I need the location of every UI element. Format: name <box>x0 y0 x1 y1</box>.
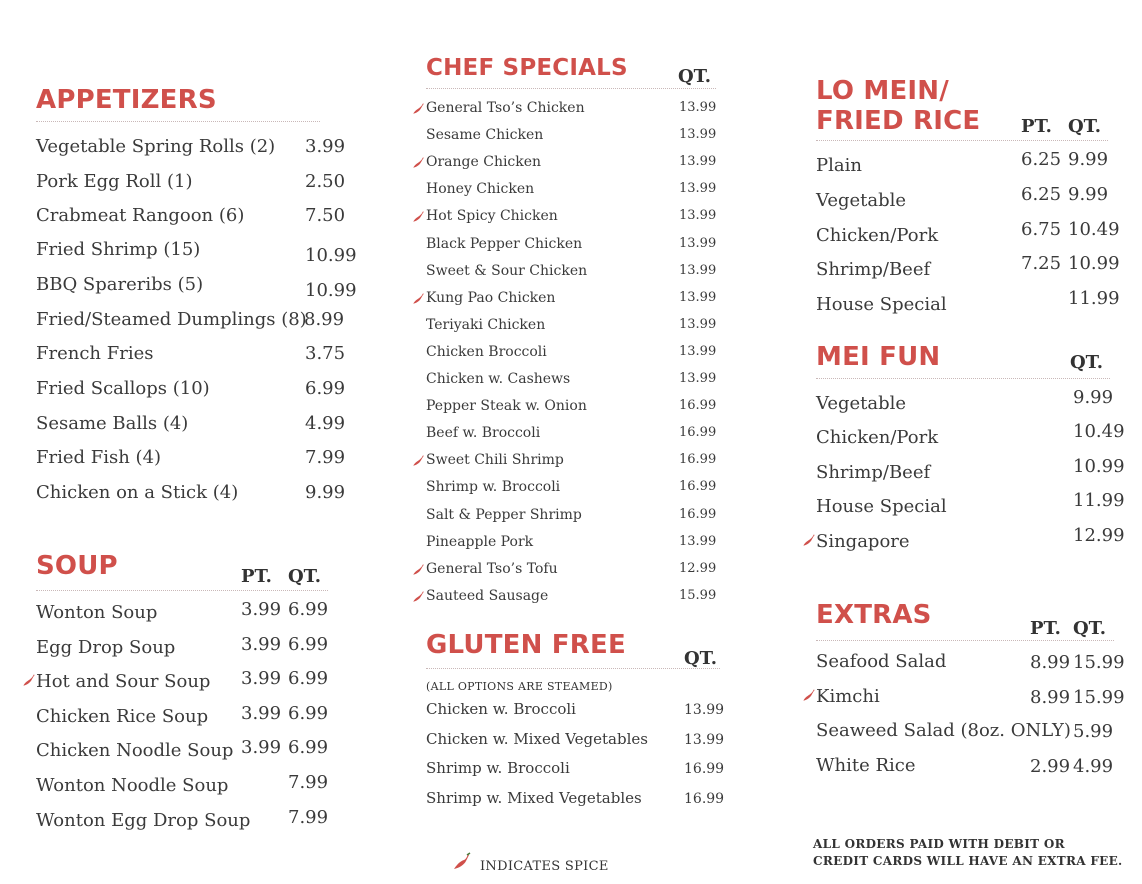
menu-item-qt-price: 13.99 <box>684 732 725 748</box>
menu-item-name: Seaweed Salad (8oz. ONLY) <box>816 720 1071 741</box>
menu-item-name: French Fries <box>36 343 154 364</box>
menu-item-name: Shrimp w. Broccoli <box>426 759 570 777</box>
menu-item-name: Fried Scallops (10) <box>36 378 210 399</box>
extras-pt-header: PT. <box>1030 618 1061 639</box>
menu-item-name: Honey Chicken <box>426 181 535 198</box>
menu-item-name: Pepper Steak w. Onion <box>426 398 587 415</box>
menu-item-name: Chicken Broccoli <box>426 343 547 360</box>
spice-legend-text: INDICATES SPICE <box>480 859 609 874</box>
menu-item-name: Sauteed Sausage <box>426 587 549 604</box>
gluten-free-title: GLUTEN FREE <box>426 630 626 660</box>
menu-item-name: Orange Chicken <box>426 154 542 171</box>
menu-item-name: Seafood Salad <box>816 651 947 672</box>
menu-item-qt-price: 6.99 <box>288 703 329 724</box>
menu-item-qt-price: 16.99 <box>679 506 717 522</box>
chef-specials-qt-header: QT. <box>678 66 712 87</box>
menu-item-name: Kimchi <box>816 686 880 707</box>
lo-mein-title-line2: FRIED RICE <box>816 106 981 136</box>
menu-item-name: Chicken w. Broccoli <box>426 700 576 718</box>
menu-item-qt-price: 13.99 <box>679 533 717 549</box>
menu-item-qt-price: 6.99 <box>288 599 329 620</box>
menu-item-name: Sweet & Sour Chicken <box>426 262 588 279</box>
appetizers-title: APPETIZERS <box>36 85 217 115</box>
menu-item-qt-price: 10.99 <box>1073 456 1125 477</box>
menu-item-price: 3.75 <box>305 343 346 364</box>
menu-item-price: 4.99 <box>305 413 346 434</box>
menu-item-name: Chicken/Pork <box>816 427 939 448</box>
menu-item-pt-price: 8.99 <box>1030 687 1071 708</box>
menu-item-name: Beef w. Broccoli <box>426 425 541 442</box>
menu-item-qt-price: 13.99 <box>679 262 717 278</box>
menu-item-name: Vegetable <box>816 393 907 414</box>
menu-item-qt-price: 12.99 <box>679 560 717 576</box>
menu-item-qt-price: 16.99 <box>684 761 725 777</box>
menu-item-qt-price: 13.99 <box>679 154 717 170</box>
menu-item-qt-price: 13.99 <box>679 235 717 251</box>
menu-item-qt-price: 10.99 <box>1068 253 1120 274</box>
lo-mein-pt-header: PT. <box>1021 116 1052 137</box>
extras-title: EXTRAS <box>816 600 932 630</box>
menu-item-qt-price: 11.99 <box>1073 490 1125 511</box>
menu-item-qt-price: 15.99 <box>679 587 717 603</box>
menu-item-name: Fried Shrimp (15) <box>36 239 201 260</box>
menu-item-qt-price: 6.99 <box>288 737 329 758</box>
menu-item-qt-price: 13.99 <box>679 289 717 305</box>
extras-qt-header: QT. <box>1073 618 1107 639</box>
menu-item-name: Plain <box>816 155 862 176</box>
menu-item-name: Shrimp/Beef <box>816 259 931 280</box>
menu-item-name: Wonton Egg Drop Soup <box>36 810 251 831</box>
menu-item-price: 9.99 <box>305 482 346 503</box>
menu-item-price: 6.99 <box>305 378 346 399</box>
chef-specials-title: CHEF SPECIALS <box>426 55 628 81</box>
payment-fee-note-line1: ALL ORDERS PAID WITH DEBIT OR <box>813 837 1065 851</box>
menu-item-pt-price: 6.25 <box>1021 184 1062 205</box>
mei-fun-qt-header: QT. <box>1070 352 1104 373</box>
menu-item-qt-price: 11.99 <box>1068 288 1120 309</box>
menu-item-qt-price: 16.99 <box>679 452 717 468</box>
menu-item-pt-price: 8.99 <box>1030 652 1071 673</box>
gluten-free-qt-header: QT. <box>684 648 718 669</box>
menu-item-name: Shrimp w. Mixed Vegetables <box>426 789 642 807</box>
menu-item-qt-price: 13.99 <box>679 127 717 143</box>
menu-item-name: Chicken on a Stick (4) <box>36 482 239 503</box>
menu-item-name: Chicken/Pork <box>816 225 939 246</box>
menu-item-qt-price: 13.99 <box>679 181 717 197</box>
menu-item-name: Singapore <box>816 531 910 552</box>
menu-item-pt-price: 3.99 <box>241 737 282 758</box>
menu-item-pt-price: 3.99 <box>241 668 282 689</box>
menu-item-name: Egg Drop Soup <box>36 637 176 658</box>
menu-item-pt-price: 3.99 <box>241 703 282 724</box>
menu-item-qt-price: 16.99 <box>684 791 725 807</box>
menu-item-qt-price: 6.99 <box>288 668 329 689</box>
menu-item-name: Chicken Noodle Soup <box>36 740 234 761</box>
menu-item-qt-price: 9.99 <box>1068 184 1109 205</box>
menu-item-price: 7.50 <box>305 205 346 226</box>
menu-item-name: Vegetable <box>816 190 907 211</box>
menu-item-qt-price: 7.99 <box>288 807 329 828</box>
menu-item-name: Hot Spicy Chicken <box>426 208 558 225</box>
menu-item-qt-price: 13.99 <box>679 343 717 359</box>
menu-item-price: 3.99 <box>305 136 346 157</box>
menu-item-name: Pork Egg Roll (1) <box>36 171 193 192</box>
chili-pepper-icon <box>802 688 816 702</box>
menu-item-name: General Tso’s Tofu <box>426 560 558 577</box>
menu-item-name: Salt & Pepper Shrimp <box>426 506 582 523</box>
menu-item-qt-price: 13.99 <box>679 100 717 115</box>
menu-item-name: BBQ Spareribs (5) <box>36 274 204 295</box>
lo-mein-qt-header: QT. <box>1068 116 1102 137</box>
menu-item-name: House Special <box>816 496 947 517</box>
payment-fee-note-line2: CREDIT CARDS WILL HAVE AN EXTRA FEE. <box>813 854 1123 868</box>
menu-item-pt-price: 3.99 <box>241 599 282 620</box>
menu-item-qt-price: 16.99 <box>679 425 717 441</box>
menu-item-qt-price: 4.99 <box>1073 756 1114 777</box>
gluten-free-note: (ALL OPTIONS ARE STEAMED) <box>426 680 613 693</box>
menu-item-qt-price: 12.99 <box>1073 525 1125 546</box>
menu-item-qt-price: 13.99 <box>679 208 717 224</box>
menu-item-name: General Tso’s Chicken <box>426 100 585 116</box>
menu-item-qt-price: 10.49 <box>1068 219 1120 240</box>
menu-item-name: Hot and Sour Soup <box>36 671 211 692</box>
menu-item-name: Shrimp/Beef <box>816 462 931 483</box>
menu-item-price: 10.99 <box>305 245 357 266</box>
lo-mein-title-line1: LO MEIN/ <box>816 76 949 106</box>
soup-pt-header: PT. <box>241 566 272 587</box>
soup-qt-header: QT. <box>288 566 322 587</box>
menu-item-price: 2.50 <box>305 171 346 192</box>
menu-item-name: Wonton Soup <box>36 602 158 623</box>
menu-item-name: Chicken Rice Soup <box>36 706 209 727</box>
menu-item-name: Sweet Chili Shrimp <box>426 452 564 469</box>
menu-item-name: Fried/Steamed Dumplings (8) <box>36 309 307 330</box>
menu-item-pt-price: 6.75 <box>1021 219 1062 240</box>
menu-item-qt-price: 13.99 <box>679 316 717 332</box>
menu-item-name: Kung Pao Chicken <box>426 289 556 306</box>
menu-item-qt-price: 10.49 <box>1073 421 1125 442</box>
menu-item-qt-price: 15.99 <box>1073 652 1125 673</box>
menu-item-name: Wonton Noodle Soup <box>36 775 229 796</box>
menu-item-qt-price: 9.99 <box>1073 387 1114 408</box>
menu-item-name: Teriyaki Chicken <box>426 316 546 333</box>
menu-item-name: House Special <box>816 294 947 315</box>
menu-item-pt-price: 3.99 <box>241 634 282 655</box>
menu-item-name: Sesame Balls (4) <box>36 413 189 434</box>
menu-item-qt-price: 13.99 <box>679 371 717 386</box>
menu-item-pt-price: 6.25 <box>1021 149 1062 170</box>
menu-item-qt-price: 13.99 <box>684 702 725 718</box>
menu-item-qt-price: 5.99 <box>1073 721 1114 742</box>
menu-item-name: Vegetable Spring Rolls (2) <box>36 136 276 157</box>
menu-item-price: 10.99 <box>305 280 357 301</box>
soup-title: SOUP <box>36 551 118 581</box>
menu-item-price: 7.99 <box>305 447 346 468</box>
chili-pepper-icon <box>452 852 472 872</box>
menu-item-name: Sesame Chicken <box>426 127 544 144</box>
menu-item-name: Black Pepper Chicken <box>426 235 583 252</box>
menu-item-qt-price: 7.99 <box>288 772 329 793</box>
menu-item-pt-price: 7.25 <box>1021 253 1062 274</box>
menu-item-qt-price: 6.99 <box>288 634 329 655</box>
menu-item-price: 8.99 <box>304 309 345 330</box>
menu-item-name: Chicken w. Cashews <box>426 371 571 387</box>
menu-item-qt-price: 15.99 <box>1073 687 1125 708</box>
mei-fun-title: MEI FUN <box>816 342 941 372</box>
menu-item-qt-price: 9.99 <box>1068 149 1109 170</box>
menu-item-name: Crabmeat Rangoon (6) <box>36 205 245 226</box>
menu-item-pt-price: 2.99 <box>1030 756 1071 777</box>
menu-item-qt-price: 16.99 <box>679 398 717 414</box>
menu-item-name: Shrimp w. Broccoli <box>426 479 561 496</box>
menu-item-name: White Rice <box>816 755 916 776</box>
menu-item-name: Chicken w. Mixed Vegetables <box>426 730 648 748</box>
menu-item-name: Pineapple Pork <box>426 533 534 550</box>
menu-item-name: Fried Fish (4) <box>36 447 162 468</box>
menu-item-qt-price: 16.99 <box>679 479 717 495</box>
